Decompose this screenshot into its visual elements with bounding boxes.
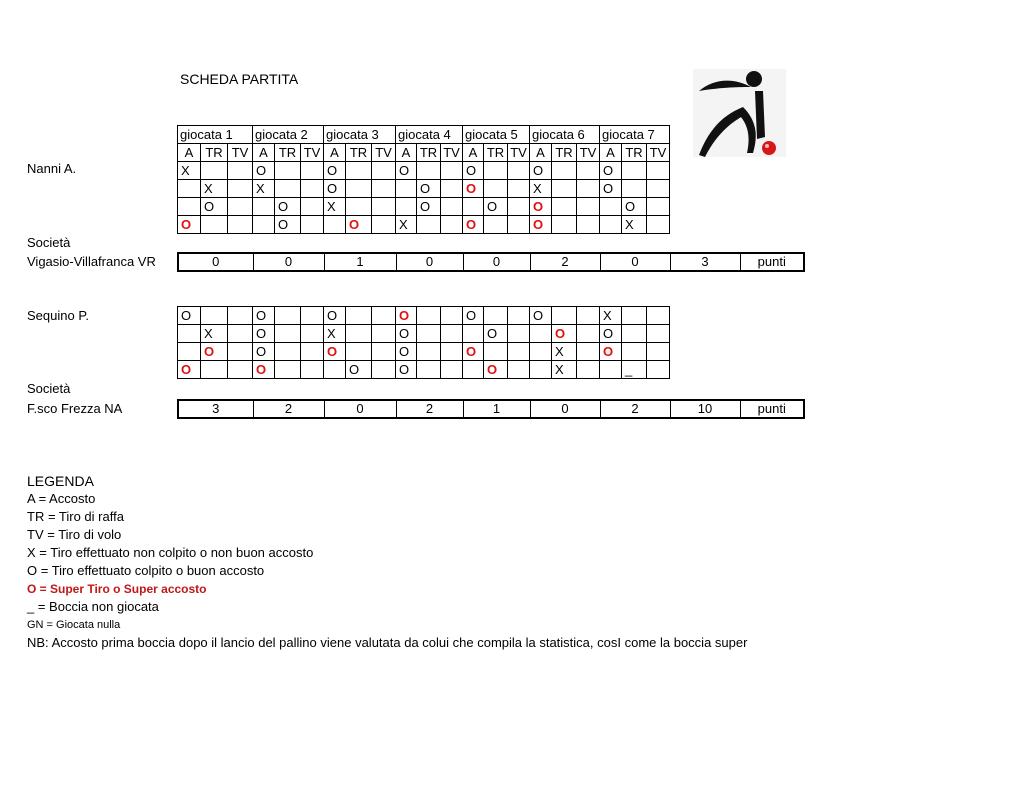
giocata-header: giocata 3: [324, 126, 396, 144]
super-cell: O: [178, 216, 201, 234]
score-cell: [508, 180, 530, 198]
score-cell: [647, 325, 670, 343]
score-cell: [577, 307, 600, 325]
score-cell: [201, 361, 228, 379]
score-cell: [228, 162, 253, 180]
subheader-cell: TV: [508, 144, 530, 162]
score-cell: [441, 216, 463, 234]
points-row: [177, 252, 805, 272]
score-cell: O: [417, 180, 441, 198]
subheader-cell: A: [253, 144, 275, 162]
giocata-score: 2: [600, 400, 670, 418]
score-cell: [508, 216, 530, 234]
score-cell: [372, 198, 396, 216]
super-cell: O: [552, 325, 577, 343]
score-cell: [275, 307, 301, 325]
score-cell: [324, 216, 346, 234]
giocata-score: 0: [396, 253, 463, 271]
super-cell: O: [530, 216, 552, 234]
table-row: [178, 180, 670, 198]
giocata-header: giocata 4: [396, 126, 463, 144]
player-name: Sequino P.: [27, 308, 89, 323]
score-cell: [346, 162, 372, 180]
points-cells: [178, 400, 804, 418]
score-cell: [484, 307, 508, 325]
points-label: punti: [740, 253, 804, 271]
score-cell: [622, 343, 647, 361]
score-cell: X: [324, 198, 346, 216]
subheader-cell: A: [178, 144, 201, 162]
score-cell: [228, 198, 253, 216]
header-row: [178, 126, 670, 144]
score-table: [177, 125, 670, 234]
score-cell: [201, 216, 228, 234]
score-cell: [275, 180, 301, 198]
score-cell: O: [346, 361, 372, 379]
score-cell: [484, 343, 508, 361]
score-cell: [530, 325, 552, 343]
score-cell: [372, 162, 396, 180]
score-cell: [647, 307, 670, 325]
giocata-score: 1: [463, 400, 530, 418]
score-cell: [275, 325, 301, 343]
score-cell: [552, 307, 577, 325]
subheader-cell: A: [463, 144, 484, 162]
score-cell: [647, 198, 670, 216]
score-cell: [441, 198, 463, 216]
subheader-cell: A: [324, 144, 346, 162]
table-row: [178, 307, 670, 325]
super-cell: O: [201, 343, 228, 361]
score-cell: [508, 343, 530, 361]
legend-item-super: O = Super Tiro o Super accosto: [27, 582, 207, 596]
subheader-cell: TR: [552, 144, 577, 162]
score-cell: [508, 325, 530, 343]
score-cell: [372, 180, 396, 198]
score-cell: O: [324, 307, 346, 325]
score-cell: [372, 325, 396, 343]
score-cell: O: [600, 325, 622, 343]
legend-item: O = Tiro effettuato colpito o buon accosto: [27, 563, 265, 578]
super-cell: O: [346, 216, 372, 234]
score-cell: [463, 361, 484, 379]
score-cell: [372, 216, 396, 234]
super-cell: O: [324, 343, 346, 361]
score-cell: [417, 361, 441, 379]
subheader-cell: A: [600, 144, 622, 162]
table-row: [178, 198, 670, 216]
legend-item: _ = Boccia non giocata: [27, 599, 159, 614]
subheader-cell: TV: [647, 144, 670, 162]
score-cell: O: [253, 307, 275, 325]
score-cell: [577, 343, 600, 361]
giocata-score: 0: [463, 253, 530, 271]
score-cell: [228, 216, 253, 234]
subheader-cell: TV: [577, 144, 600, 162]
score-cell: O: [396, 343, 417, 361]
score-cell: X: [530, 180, 552, 198]
legend-item: A = Accosto: [27, 491, 96, 506]
score-cell: [508, 361, 530, 379]
super-cell: O: [530, 198, 552, 216]
score-cell: [346, 180, 372, 198]
score-cell: [178, 343, 201, 361]
score-cell: [577, 361, 600, 379]
score-cell: O: [275, 216, 301, 234]
score-cell: [301, 198, 324, 216]
score-cell: [530, 343, 552, 361]
score-cell: [301, 307, 324, 325]
score-cell: O: [600, 162, 622, 180]
score-cell: X: [201, 180, 228, 198]
score-cell: X: [600, 307, 622, 325]
score-cell: [372, 361, 396, 379]
score-cell: [484, 162, 508, 180]
score-cell: [600, 216, 622, 234]
giocata-score: 2: [530, 253, 600, 271]
score-cell: [228, 361, 253, 379]
points-cells: [178, 253, 804, 271]
score-cell: [346, 343, 372, 361]
score-cell: [417, 216, 441, 234]
score-cell: X: [396, 216, 417, 234]
subheader-cell: A: [396, 144, 417, 162]
score-cell: O: [417, 198, 441, 216]
score-cell: [346, 198, 372, 216]
score-cell: [228, 325, 253, 343]
societa-label: Società: [27, 381, 71, 396]
score-cell: O: [275, 198, 301, 216]
score-cell: [508, 162, 530, 180]
table-row: [178, 162, 670, 180]
table-row: [178, 325, 670, 343]
total-score: 3: [670, 253, 740, 271]
score-cell: O: [622, 198, 647, 216]
score-cell: [441, 307, 463, 325]
score-cell: O: [530, 162, 552, 180]
score-cell: X: [552, 361, 577, 379]
score-cell: [441, 343, 463, 361]
score-cell: [647, 162, 670, 180]
legend-item: TR = Tiro di raffa: [27, 509, 124, 524]
subheader-row: [178, 144, 670, 162]
score-cell: X: [178, 162, 201, 180]
score-cell: [463, 325, 484, 343]
score-cell: [346, 307, 372, 325]
score-cell: [441, 180, 463, 198]
score-cell: [552, 180, 577, 198]
legend-item: GN = Giocata nulla: [27, 619, 121, 631]
super-cell: O: [463, 216, 484, 234]
score-cell: [647, 361, 670, 379]
score-cell: [178, 180, 201, 198]
super-cell: O: [484, 361, 508, 379]
score-cell: [552, 198, 577, 216]
score-cell: [622, 307, 647, 325]
score-cell: O: [463, 307, 484, 325]
player-name: Nanni A.: [27, 161, 77, 176]
total-score: 10: [670, 400, 740, 418]
score-cell: [484, 216, 508, 234]
score-cell: X: [552, 343, 577, 361]
bocce-player-logo-icon: [693, 69, 786, 157]
score-cell: [301, 216, 324, 234]
score-cell: O: [324, 180, 346, 198]
score-cell: [508, 307, 530, 325]
score-cell: [647, 343, 670, 361]
score-cell: [577, 325, 600, 343]
giocata-score: 0: [178, 253, 253, 271]
giocata-score: 0: [324, 400, 396, 418]
score-cell: [201, 307, 228, 325]
legend: [27, 472, 747, 652]
giocata-score: 2: [396, 400, 463, 418]
score-cell: O: [324, 162, 346, 180]
giocata-score: 3: [178, 400, 253, 418]
table-row: [178, 361, 670, 379]
score-cell: [417, 343, 441, 361]
legend-item: X = Tiro effettuato non colpito o non buon accosto: [27, 545, 314, 560]
score-cell: [552, 216, 577, 234]
subheader-cell: A: [530, 144, 552, 162]
score-cell: [417, 307, 441, 325]
score-cell: [577, 162, 600, 180]
score-cell: [275, 162, 301, 180]
score-cell: [275, 343, 301, 361]
points-row: [177, 399, 805, 419]
score-cell: X: [324, 325, 346, 343]
score-cell: [622, 325, 647, 343]
score-cell: [600, 361, 622, 379]
score-cell: [396, 180, 417, 198]
score-table: [177, 306, 670, 379]
super-cell: O: [396, 307, 417, 325]
subheader-cell: TR: [201, 144, 228, 162]
score-cell: [552, 162, 577, 180]
score-cell: O: [530, 307, 552, 325]
subheader-cell: TR: [484, 144, 508, 162]
legend-heading: LEGENDA: [27, 473, 94, 489]
score-grid: [177, 306, 670, 379]
score-cell: [647, 216, 670, 234]
score-cell: [577, 216, 600, 234]
score-cell: [178, 325, 201, 343]
score-cell: O: [201, 198, 228, 216]
score-cell: O: [600, 180, 622, 198]
subheader-cell: TV: [228, 144, 253, 162]
super-cell: O: [253, 361, 275, 379]
score-cell: O: [396, 325, 417, 343]
subheader-cell: TR: [417, 144, 441, 162]
score-cell: O: [396, 162, 417, 180]
score-cell: [622, 180, 647, 198]
giocata-header: giocata 1: [178, 126, 253, 144]
score-cell: [301, 325, 324, 343]
score-cell: [346, 325, 372, 343]
score-cell: O: [253, 343, 275, 361]
team-name: F.sco Frezza NA: [27, 401, 123, 416]
score-cell: O: [484, 325, 508, 343]
subheader-cell: TV: [441, 144, 463, 162]
score-cell: [253, 198, 275, 216]
score-cell: [484, 180, 508, 198]
score-cell: [508, 198, 530, 216]
score-cell: [577, 180, 600, 198]
subheader-cell: TV: [301, 144, 324, 162]
score-cell: [600, 198, 622, 216]
score-cell: _: [622, 361, 647, 379]
score-cell: [622, 162, 647, 180]
score-cell: [301, 180, 324, 198]
score-cell: [228, 343, 253, 361]
score-cell: [275, 361, 301, 379]
score-cell: O: [396, 361, 417, 379]
giocata-header: giocata 6: [530, 126, 600, 144]
giocata-header: giocata 7: [600, 126, 670, 144]
giocata-score: 0: [600, 253, 670, 271]
legend-note: NB: Accosto prima boccia dopo il lancio del pallino viene valutata da colui che compila la statistica, cosI come la boccia super: [27, 635, 748, 650]
giocata-header: giocata 2: [253, 126, 324, 144]
super-cell: O: [463, 180, 484, 198]
score-cell: [178, 198, 201, 216]
score-cell: [441, 361, 463, 379]
subheader-cell: TR: [346, 144, 372, 162]
super-cell: O: [463, 343, 484, 361]
score-cell: [301, 343, 324, 361]
score-cell: [301, 361, 324, 379]
score-cell: [201, 162, 228, 180]
score-cell: [463, 198, 484, 216]
score-cell: X: [622, 216, 647, 234]
super-cell: O: [600, 343, 622, 361]
giocata-score: 2: [253, 400, 324, 418]
score-cell: O: [178, 307, 201, 325]
score-cell: O: [253, 162, 275, 180]
giocata-score: 1: [324, 253, 396, 271]
score-cell: X: [201, 325, 228, 343]
score-cell: [372, 343, 396, 361]
score-cell: [647, 180, 670, 198]
subheader-cell: TV: [372, 144, 396, 162]
score-cell: [228, 307, 253, 325]
score-cell: O: [484, 198, 508, 216]
table-row: [178, 343, 670, 361]
score-cell: [417, 162, 441, 180]
score-cell: [577, 198, 600, 216]
super-cell: O: [178, 361, 201, 379]
giocata-score: 0: [530, 400, 600, 418]
giocata-score: 0: [253, 253, 324, 271]
giocata-header: giocata 5: [463, 126, 530, 144]
score-cell: [417, 325, 441, 343]
score-cell: [372, 307, 396, 325]
score-cell: [441, 325, 463, 343]
team-name: Vigasio-Villafranca VR: [27, 254, 156, 269]
legend-item: TV = Tiro di volo: [27, 527, 122, 542]
subheader-cell: TR: [622, 144, 647, 162]
score-cell: [228, 180, 253, 198]
score-cell: [324, 361, 346, 379]
score-cell: [396, 198, 417, 216]
score-cell: [301, 162, 324, 180]
score-cell: O: [253, 325, 275, 343]
score-cell: X: [253, 180, 275, 198]
page-title: SCHEDA PARTITA: [180, 71, 299, 87]
subheader-cell: TR: [275, 144, 301, 162]
score-grid: [177, 125, 670, 234]
table-row: [178, 216, 670, 234]
score-cell: [441, 162, 463, 180]
points-label: punti: [740, 400, 804, 418]
score-cell: [253, 216, 275, 234]
societa-label: Società: [27, 235, 71, 250]
score-cell: O: [463, 162, 484, 180]
score-cell: [530, 361, 552, 379]
